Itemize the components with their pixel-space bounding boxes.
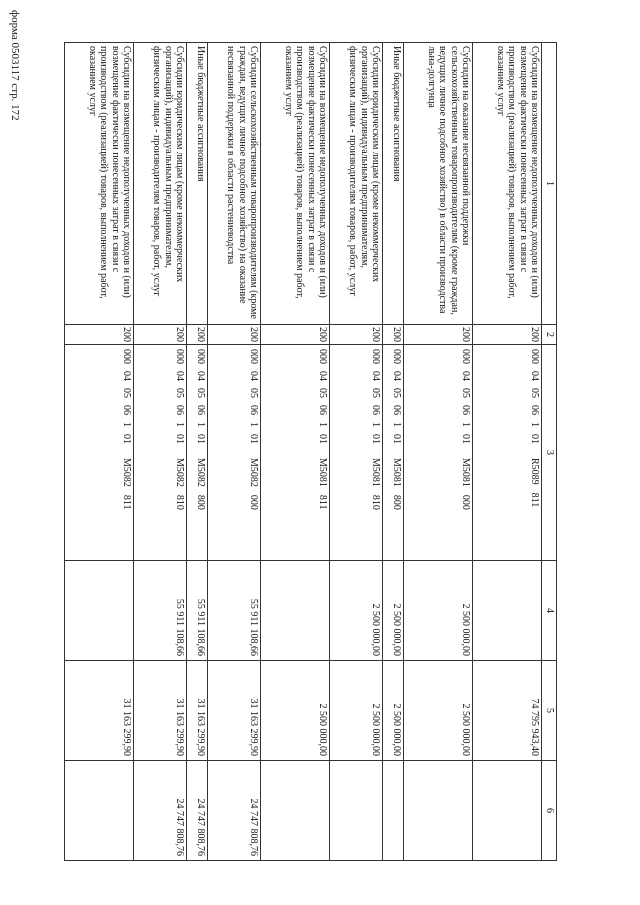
row-line-code: 200	[403, 325, 472, 345]
row-name: Субсидии юридическим лицам (кроме некоммерческих организаций), индивидуальным предпринимателям, физическим лицам - производителям товаров, работ, услуг	[330, 43, 383, 325]
code-segment: 04	[529, 371, 541, 381]
code-segment: 01	[460, 434, 472, 444]
row-unexecuted-amount	[261, 761, 330, 861]
code-segment: 05	[174, 388, 186, 398]
table-row	[134, 43, 187, 861]
code-segment: 04	[121, 371, 133, 381]
code-segment: 1	[248, 422, 260, 427]
code-segment: M5082	[248, 458, 260, 487]
row-line-code: 200	[134, 325, 187, 345]
code-segment: M5082	[174, 458, 186, 487]
form-number-label: форма 0503117 стр. 172	[9, 10, 21, 121]
row-name: Субсидии сельскохозяйственным товаропроизводителям (кроме граждан, ведущих личное подсобное хозяйство) на оказание несвязанной поддержки в области растениеводства	[207, 43, 260, 325]
code-segment: 000	[121, 349, 133, 364]
code-segment: 05	[460, 388, 472, 398]
code-segment: 05	[121, 388, 133, 398]
row-approved-amount: 2 500 000,00	[383, 561, 404, 661]
code-segment: 000	[460, 494, 472, 510]
code-segment: 811	[121, 494, 133, 510]
row-executed-amount: 31 163 299,90	[65, 661, 134, 761]
code-segment: 05	[248, 388, 260, 398]
row-unexecuted-amount	[383, 761, 404, 861]
row-line-code: 200	[65, 325, 134, 345]
code-segment: 05	[529, 388, 541, 398]
row-approved-amount: 55 911 108,66	[187, 561, 208, 661]
row-unexecuted-amount: 24 747 808,76	[207, 761, 260, 861]
code-segment: 05	[317, 388, 329, 398]
code-segment: 1	[194, 422, 206, 427]
code-segment: 06	[317, 405, 329, 415]
code-segment: 800	[390, 494, 402, 510]
row-line-code: 200	[187, 325, 208, 345]
row-executed-amount: 2 500 000,00	[261, 661, 330, 761]
code-segment: 1	[370, 422, 382, 427]
code-segment: M5081	[370, 458, 382, 487]
row-executed-amount: 2 500 000,00	[403, 661, 472, 761]
table-row	[473, 43, 542, 861]
code-segment: 811	[529, 492, 541, 508]
code-segment: 810	[370, 494, 382, 510]
row-line-code: 200	[261, 325, 330, 345]
row-line-code: 200	[330, 325, 383, 345]
code-segment: 06	[390, 405, 402, 415]
code-segment: 01	[317, 434, 329, 444]
row-approved-amount: 55 911 108,66	[207, 561, 260, 661]
code-segment: 04	[248, 371, 260, 381]
form-header	[0, 0, 20, 150]
code-segment: M5082	[194, 458, 206, 487]
code-segment: 01	[121, 434, 133, 444]
budget-table	[64, 42, 557, 861]
row-budget-code	[330, 345, 383, 561]
code-segment: 01	[248, 434, 260, 444]
row-approved-amount: 2 500 000,00	[403, 561, 472, 661]
row-budget-code	[134, 345, 187, 561]
table-row	[383, 43, 404, 861]
code-segment: 04	[194, 371, 206, 381]
row-line-code: 200	[383, 325, 404, 345]
row-name: Иные бюджетные ассигнования	[383, 43, 404, 325]
code-segment: M5082	[121, 458, 133, 487]
code-segment: 01	[174, 434, 186, 444]
row-approved-amount	[473, 561, 542, 661]
row-budget-code	[383, 345, 404, 561]
code-segment: 1	[121, 422, 133, 427]
table-row	[207, 43, 260, 861]
row-budget-code	[187, 345, 208, 561]
row-executed-amount: 2 500 000,00	[330, 661, 383, 761]
row-unexecuted-amount	[403, 761, 472, 861]
row-unexecuted-amount	[473, 761, 542, 861]
code-segment: 06	[460, 405, 472, 415]
row-budget-code	[261, 345, 330, 561]
column-header: 5	[542, 661, 557, 761]
row-name: Субсидии на возмещение недополученных доходов и (или) возмещение фактически понесенных затрат в связи с производством (реализацией) товаров, выполнением работ, оказанием услуг	[473, 43, 542, 325]
code-segment: 000	[174, 349, 186, 364]
code-segment: 000	[460, 349, 472, 364]
code-segment: 06	[248, 405, 260, 415]
row-budget-code	[403, 345, 472, 561]
code-segment: 04	[460, 371, 472, 381]
column-header: 2	[542, 325, 557, 345]
row-line-code: 200	[207, 325, 260, 345]
code-segment: 000	[194, 349, 206, 364]
code-segment: 06	[529, 405, 541, 415]
row-executed-amount: 31 163 299,90	[187, 661, 208, 761]
code-segment: 000	[390, 349, 402, 364]
row-name: Иные бюджетные ассигнования	[187, 43, 208, 325]
table-row	[330, 43, 383, 861]
row-budget-code	[207, 345, 260, 561]
row-unexecuted-amount	[65, 761, 134, 861]
row-executed-amount: 2 500 000,00	[383, 661, 404, 761]
code-segment: 01	[529, 434, 541, 444]
row-name: Субсидии на возмещение недополученных доходов и (или) возмещение фактически понесенных затрат в связи с производством (реализацией) товаров, выполнением работ, оказанием услуг	[261, 43, 330, 325]
code-segment: 000	[529, 349, 541, 364]
code-segment: 1	[174, 422, 186, 427]
code-segment: 04	[317, 371, 329, 381]
code-segment: 06	[174, 405, 186, 415]
row-name: Субсидии на оказание несвязанной поддержки сельскохозяйственным товаропроизводителям (кроме граждан, ведущих личное подсобное хозяйство) в области производства льна-долгунца	[403, 43, 472, 325]
code-segment: 04	[370, 371, 382, 381]
code-segment: 01	[194, 434, 206, 444]
row-budget-code	[473, 345, 542, 561]
row-unexecuted-amount	[330, 761, 383, 861]
code-segment: 000	[248, 349, 260, 364]
code-segment: M5081	[460, 458, 472, 487]
code-segment: 05	[370, 388, 382, 398]
code-segment: 000	[370, 349, 382, 364]
code-segment: R5089	[529, 458, 541, 485]
row-name: Субсидии на возмещение недополученных доходов и (или) возмещение фактически понесенных затрат в связи с производством (реализацией) товаров, выполнением работ, оказанием услуг	[65, 43, 134, 325]
code-segment: 1	[317, 422, 329, 427]
code-segment: M5081	[390, 458, 402, 487]
row-budget-code	[65, 345, 134, 561]
column-header: 6	[542, 761, 557, 861]
code-segment: 06	[370, 405, 382, 415]
code-segment: 05	[390, 388, 402, 398]
table-row	[65, 43, 134, 861]
row-approved-amount	[261, 561, 330, 661]
table-row	[403, 43, 472, 861]
budget-table-container	[64, 42, 557, 860]
row-name: Субсидии юридическим лицам (кроме некоммерческих организаций), индивидуальным предпринимателям, физическим лицам - производителям товаров, работ, услуг	[134, 43, 187, 325]
column-header: 3	[542, 345, 557, 561]
code-segment: 1	[390, 422, 402, 427]
code-segment: 05	[194, 388, 206, 398]
code-segment: 04	[174, 371, 186, 381]
row-approved-amount: 55 911 108,66	[134, 561, 187, 661]
row-executed-amount: 31 163 299,90	[207, 661, 260, 761]
code-segment: 01	[390, 434, 402, 444]
row-unexecuted-amount: 24 747 808,76	[134, 761, 187, 861]
column-header: 4	[542, 561, 557, 661]
code-segment: 810	[174, 494, 186, 510]
code-segment: 1	[460, 422, 472, 427]
code-segment: 800	[194, 494, 206, 510]
row-executed-amount: 74 795 943,40	[473, 661, 542, 761]
row-executed-amount: 31 163 299,90	[134, 661, 187, 761]
table-row	[187, 43, 208, 861]
code-segment: 000	[317, 349, 329, 364]
code-segment: 1	[529, 422, 541, 427]
code-segment: 000	[248, 494, 260, 510]
code-segment: 04	[390, 371, 402, 381]
code-segment: 06	[194, 405, 206, 415]
table-row	[261, 43, 330, 861]
column-header: 1	[542, 43, 557, 325]
row-unexecuted-amount: 24 747 808,76	[187, 761, 208, 861]
row-approved-amount: 2 500 000,00	[330, 561, 383, 661]
code-segment: M5081	[317, 458, 329, 487]
code-segment: 06	[121, 405, 133, 415]
row-approved-amount	[65, 561, 134, 661]
column-number-row	[542, 43, 557, 861]
row-line-code: 200	[473, 325, 542, 345]
code-segment: 01	[370, 434, 382, 444]
code-segment: 811	[317, 494, 329, 510]
